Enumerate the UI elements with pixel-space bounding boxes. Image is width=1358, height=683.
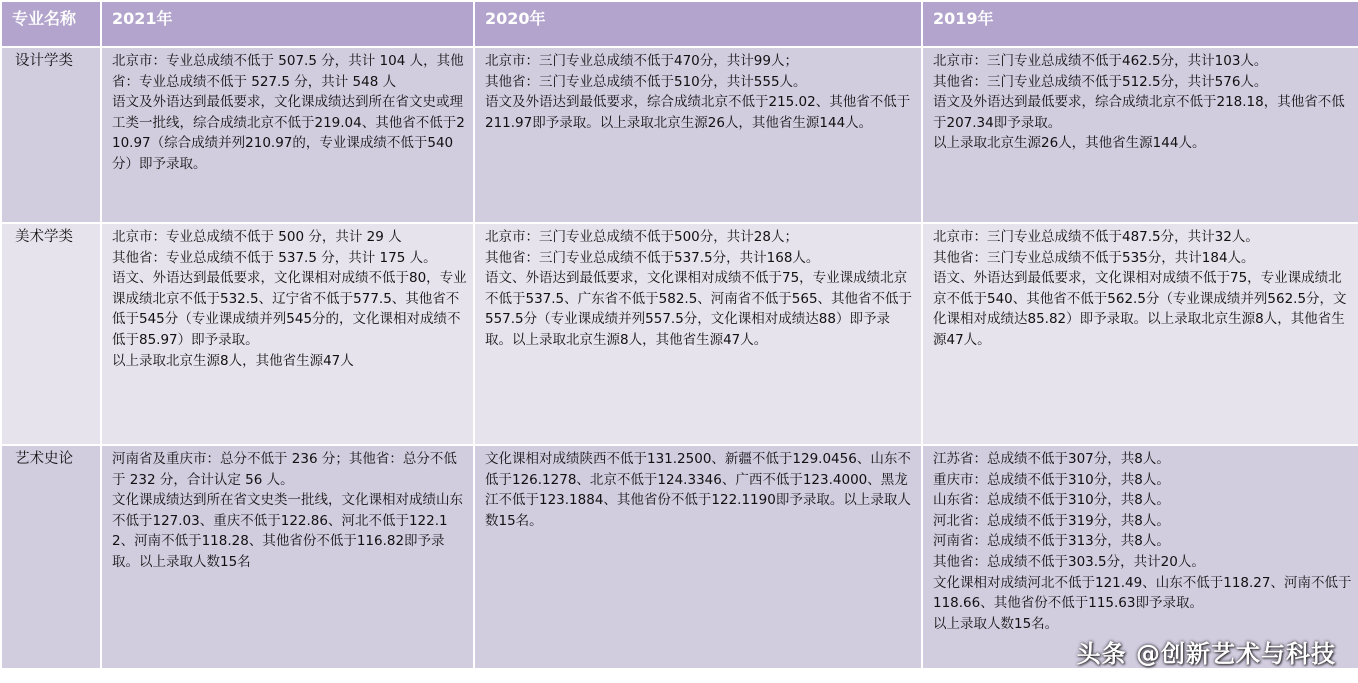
major-name-cell: 艺术史论: [1, 445, 101, 669]
score-cell-2020: 文化课相对成绩陕西不低于131.2500、新疆不低于129.0456、山东不低于126.1278、北京不低于124.3346、广西不低于123.4000、黑龙江不低于123.1884、其他省份不低于122.1190即予录取。以上录取人数15名。: [474, 445, 922, 669]
watermark-text: 头条 @创新艺术与科技: [1076, 640, 1336, 668]
table-row-design: [1, 47, 1358, 223]
score-cell-2019: 江苏省：总成绩不低于307分，共8人。 重庆市：总成绩不低于310分，共8人。 山东省：总成绩不低于310分，共8人。 河北省：总成绩不低于319分，共8人。 河南省：总成绩不低于313分，共8人。 其他省：总成绩不低于303.5分，共计20人。 文化课相对成绩河北不低于121.49、山东不低于118.27、河南不低于118.66、其他省份不低于115.63即予录取。 以上录取人数15名。: [922, 445, 1358, 669]
score-cell-2021: 河南省及重庆市：总分不低于 236 分；其他省：总分不低于 232 分，合计认定 56 人。 文化课成绩达到所在省文史类一批线，文化课相对成绩山东不低于127.03、重庆不低于122.86、河北不低于122.12、河南不低于118.28、其他省份不低于116.82即予录取。以上录取人数15名: [101, 445, 474, 669]
score-cell-2021: 北京市：专业总成绩不低于 507.5 分，共计 104 人，其他省：专业总成绩不低于 527.5 分，共计 548 人 语文及外语达到最低要求，文化课成绩达到所在省文史或理工类一批线，综合成绩北京不低于219.04、其他省不低于210.97（综合成绩并列210.97的，专业课成绩不低于540分）即予录取。: [101, 47, 474, 223]
score-cell-2019: 北京市：三门专业总成绩不低于487.5分，共计32人。 其他省：三门专业总成绩不低于535分，共计184人。 语文、外语达到最低要求，文化课相对成绩不低于75，专业课成绩北京不低于540、其他省不低于562.5分（专业课成绩并列562.5分，文化课相对成绩达85.82）即予录取。以上录取北京生源8人，其他省生源47人。: [922, 223, 1358, 445]
score-cell-2019: 北京市：三门专业总成绩不低于462.5分，共计103人。 其他省：三门专业总成绩不低于512.5分，共计576人。 语文及外语达到最低要求，综合成绩北京不低于218.18，其他省不低于207.34即予录取。 以上录取北京生源26人，其他省生源144人。: [922, 47, 1358, 223]
major-name-cell: 设计学类: [1, 47, 101, 223]
table-row-fine-arts: [1, 223, 1358, 445]
score-cell-2020: 北京市：三门专业总成绩不低于500分，共计28人； 其他省：三门专业总成绩不低于537.5分，共计168人。 语文、外语达到最低要求，文化课相对成绩不低于75，专业课成绩北京不低于537.5、广东省不低于582.5、河南省不低于565、其他省不低于557.5分（专业课成绩并列557.5分，文化课相对成绩达88）即予录取。以上录取北京生源8人，其他省生源47人。: [474, 223, 922, 445]
major-name-cell: 美术学类: [1, 223, 101, 445]
header-year-2019: 2019年: [922, 1, 1358, 47]
score-cell-2021: 北京市：专业总成绩不低于 500 分，共计 29 人 其他省：专业总成绩不低于 537.5 分，共计 175 人。 语文、外语达到最低要求，文化课相对成绩不低于80，专业课成绩北京不低于532.5、辽宁省不低于577.5、其他省不低于545分（专业课成绩并列545分的，文化课相对成绩不低于85.97）即予录取。 以上录取北京生源8人，其他省生源47人: [101, 223, 474, 445]
score-cell-2020: 北京市：三门专业总成绩不低于470分，共计99人； 其他省：三门专业总成绩不低于510分，共计555人。 语文及外语达到最低要求，综合成绩北京不低于215.02、其他省不低于211.97即予录取。以上录取北京生源26人，其他省生源144人。: [474, 47, 922, 223]
table-header-row: [1, 1, 1358, 47]
header-year-2020: 2020年: [474, 1, 922, 47]
header-year-2021: 2021年: [101, 1, 474, 47]
header-major-name: 专业名称: [1, 1, 101, 47]
